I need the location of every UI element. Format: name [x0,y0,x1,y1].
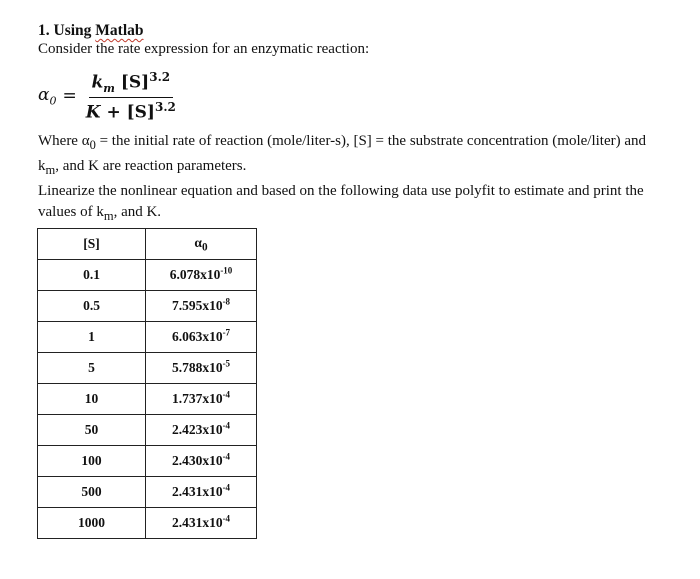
rate-cell: $2.423x10^{-4}$ [146,415,257,446]
table-row [38,477,257,508]
substrate-cell: 50 [38,415,146,446]
substrate-cell: 100 [38,446,146,477]
table-row [38,508,257,539]
table-row [38,260,257,291]
table-row [38,353,257,384]
heading-prefix: Using [53,22,92,39]
question-heading [38,22,144,40]
rate-cell: $2.430x10^{-4}$ [146,446,257,477]
rate-cell: $2.431x10^{-4}$ [146,508,257,539]
table-row [38,291,257,322]
rate-cell: $7.595x10^{-8}$ [146,291,257,322]
table-row [38,446,257,477]
equation-numerator: $k_m$ $[S]^{3.2}$ [89,70,174,98]
rate-cell: $6.063x10^{-7}$ [146,322,257,353]
table-row [38,322,257,353]
rate-cell: $5.788x10^{-5}$ [146,353,257,384]
substrate-cell: 0.1 [38,260,146,291]
rate-cell: $6.078x10^{-10}$ [146,260,257,291]
table-header-row [38,229,257,260]
definition-paragraph: Where $\alpha_0$ = the initial rate of reaction (mole/liter-s), [S] = the substrate concentration (mole/liter) and $k_m$, and K are reaction parameters. [38,133,647,177]
task-paragraph: Linearize the nonlinear equation and based on the following data use polyfit to estimate and print the values of $k_m$, and K. [38,183,644,223]
equals-sign: = [62,86,77,106]
rate-equation [38,70,179,122]
question-number: 1. [38,22,50,39]
rate-cell: $2.431x10^{-4}$ [146,477,257,508]
substrate-cell: 0.5 [38,291,146,322]
equation-denominator: $K + [S]^{3.2}$ [85,99,176,123]
header-rate: $\alpha_0$ [146,229,257,260]
table-row [38,384,257,415]
table-row [38,415,257,446]
tool-name: Matlab [95,22,144,39]
substrate-cell: 5 [38,353,146,384]
substrate-cell: 500 [38,477,146,508]
equation-fraction [83,70,179,123]
header-substrate: [S] [38,229,146,260]
intro-text: Consider the rate expression for an enzymatic reaction: [38,41,370,57]
substrate-cell: 1000 [38,508,146,539]
substrate-cell: 10 [38,384,146,415]
substrate-cell: 1 [38,322,146,353]
data-table [37,228,257,539]
rate-cell: $1.737x10^{-4}$ [146,384,257,415]
equation-lhs: $\alpha_0$ [38,84,57,108]
